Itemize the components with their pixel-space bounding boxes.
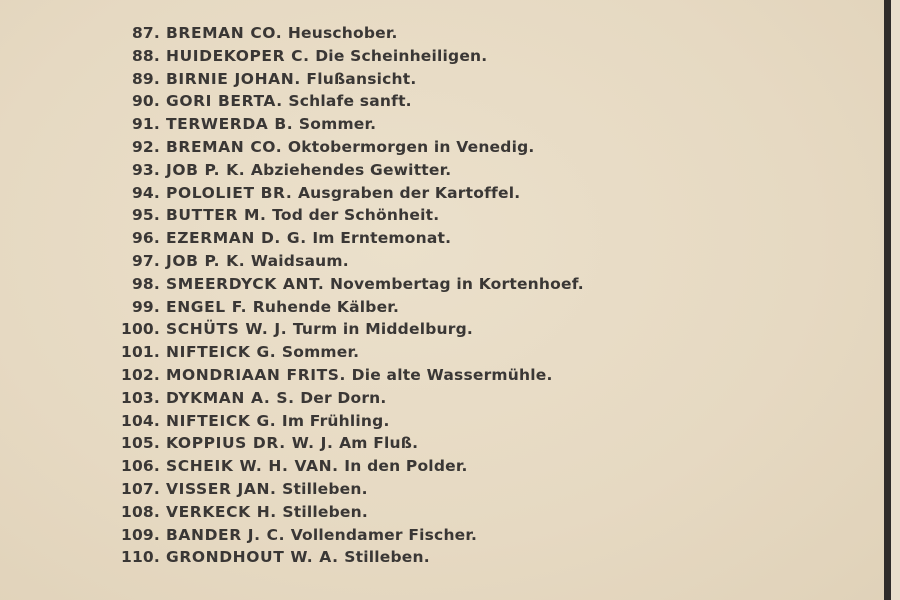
catalog-entry-92	[0, 136, 860, 159]
entry-title: Waidsaum.	[250, 251, 349, 270]
catalog-entry-105	[0, 432, 860, 455]
entry-artist: KOPPIUS DR. W. J.	[166, 434, 334, 453]
entry-title: Novembertag in Kortenhoef.	[329, 274, 584, 293]
entry-title: Abziehendes Gewitter.	[250, 160, 452, 179]
entry-number: 87.	[131, 24, 160, 42]
entry-title: Im Frühling.	[281, 411, 390, 430]
catalog-entry-99	[0, 296, 860, 319]
catalog-entry-107	[0, 478, 860, 501]
entry-artist: VERKECK H.	[166, 502, 277, 521]
entry-number: 93.	[131, 160, 160, 179]
entry-title: Im Erntemonat.	[312, 229, 452, 248]
entry-number: 104.	[120, 411, 160, 430]
entry-artist: SCHÜTS W. J.	[166, 320, 288, 339]
entry-title: Heuschober.	[287, 24, 398, 42]
entry-title: Sommer.	[281, 343, 360, 362]
entry-number: 110.	[120, 548, 160, 567]
entry-artist: JOB P. K.	[166, 160, 246, 179]
entry-artist: JOB P. K.	[166, 251, 246, 270]
entry-artist: NIFTEICK G.	[166, 343, 277, 362]
entry-title: Stilleben.	[344, 548, 430, 567]
catalog-entry-110	[0, 546, 860, 569]
entry-number: 106.	[120, 457, 160, 476]
catalog-entry-109	[0, 524, 860, 547]
entry-artist: MONDRIAAN FRITS.	[166, 365, 347, 384]
entry-number: 95.	[131, 206, 160, 225]
entry-number: 105.	[120, 434, 160, 453]
entry-number: 88.	[131, 46, 160, 65]
entry-number: 103.	[120, 388, 160, 407]
entry-title: Ausgraben der Kartoffel.	[297, 183, 521, 202]
entry-artist: BIRNIE JOHAN.	[166, 69, 301, 88]
catalog-entry-90	[0, 90, 860, 113]
entry-number: 109.	[120, 525, 160, 544]
entry-artist: NIFTEICK G.	[166, 411, 277, 430]
catalog-entry-106	[0, 455, 860, 478]
entry-title: Die Scheinheiligen.	[315, 46, 488, 65]
entry-title: In den Polder.	[344, 457, 468, 476]
entry-title: Flußansicht.	[306, 69, 417, 88]
entry-number: 91.	[131, 115, 160, 134]
entry-number: 89.	[131, 69, 160, 88]
entry-artist: BREMAN CO.	[166, 137, 283, 156]
entry-artist: EZERMAN D. G.	[166, 229, 307, 248]
entry-title: Ruhende Kälber.	[252, 297, 400, 316]
catalog-entry-91	[0, 113, 860, 136]
entry-artist: TERWERDA B.	[166, 115, 294, 134]
entry-artist: VISSER JAN.	[166, 479, 277, 498]
entry-artist: HUIDEKOPER C.	[166, 46, 310, 65]
catalog-entry-102	[0, 364, 860, 387]
catalog-entry-89	[0, 68, 860, 91]
entry-number: 99.	[131, 297, 160, 316]
catalog-entry-100	[0, 318, 860, 341]
page-edge	[891, 0, 900, 600]
entry-number: 92.	[131, 137, 160, 156]
entry-artist: SMEERDYCK ANT.	[166, 274, 325, 293]
entry-number: 100.	[120, 320, 160, 339]
entry-title: Stilleben.	[282, 479, 368, 498]
entry-title: Vollendamer Fischer.	[290, 525, 478, 544]
entry-title: Die alte Wassermühle.	[351, 365, 553, 384]
entry-title: Turm in Middelburg.	[292, 320, 473, 339]
catalog-entry-101	[0, 341, 860, 364]
entry-number: 90.	[131, 92, 160, 111]
entry-title: Stilleben.	[282, 502, 368, 521]
catalog-entry-95	[0, 204, 860, 227]
catalog-entry-88	[0, 45, 860, 68]
entry-artist: POLOLIET BR.	[166, 183, 293, 202]
entry-artist: BUTTER M.	[166, 206, 267, 225]
vertical-rule	[884, 0, 891, 600]
catalog-list	[0, 22, 860, 569]
entry-artist: BANDER J. C.	[166, 525, 286, 544]
entry-title: Schlafe sanft.	[288, 92, 412, 111]
catalog-entry-87	[0, 22, 860, 45]
entry-title: Oktobermorgen in Venedig.	[287, 137, 535, 156]
entry-number: 94.	[131, 183, 160, 202]
catalog-entry-108	[0, 501, 860, 524]
entry-number: 102.	[120, 365, 160, 384]
entry-title: Der Dorn.	[300, 388, 387, 407]
catalog-entry-94	[0, 182, 860, 205]
entry-number: 97.	[131, 251, 160, 270]
catalog-entry-98	[0, 273, 860, 296]
entry-artist: GRONDHOUT W. A.	[166, 548, 339, 567]
catalog-entry-93	[0, 159, 860, 182]
catalog-entry-103	[0, 387, 860, 410]
entry-title: Tod der Schönheit.	[272, 206, 440, 225]
entry-artist: SCHEIK W. H. VAN.	[166, 457, 339, 476]
entry-number: 101.	[120, 343, 160, 362]
catalog-entry-97	[0, 250, 860, 273]
catalog-entry-104	[0, 410, 860, 433]
catalog-entry-96	[0, 227, 860, 250]
entry-title: Sommer.	[298, 115, 377, 134]
entry-title: Am Fluß.	[339, 434, 419, 453]
entry-number: 96.	[131, 229, 160, 248]
entry-artist: GORI BERTA.	[166, 92, 283, 111]
entry-number: 98.	[131, 274, 160, 293]
entry-artist: BREMAN CO.	[166, 24, 283, 42]
entry-artist: DYKMAN A. S.	[166, 388, 295, 407]
entry-number: 107.	[120, 479, 160, 498]
entry-artist: ENGEL F.	[166, 297, 248, 316]
entry-number: 108.	[120, 502, 160, 521]
